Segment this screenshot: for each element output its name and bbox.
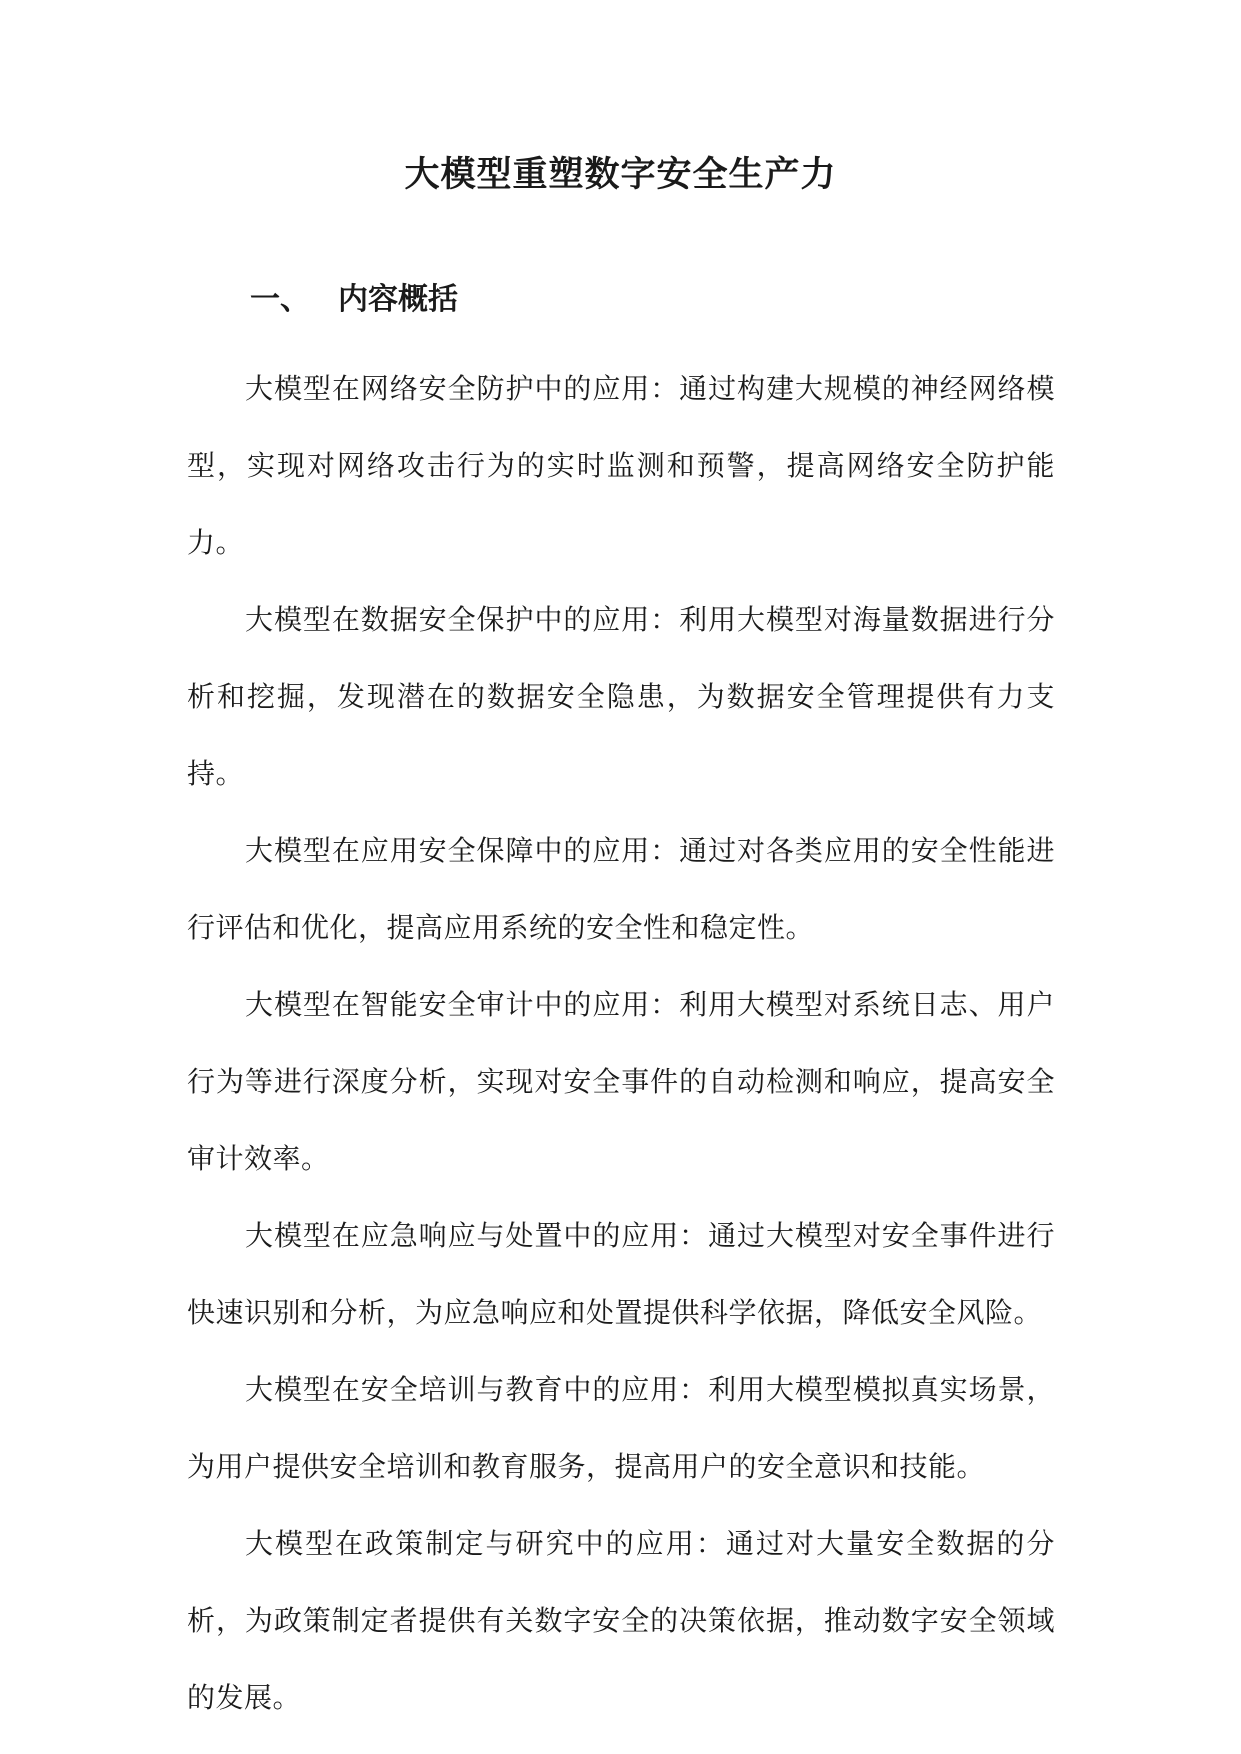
section-body bbox=[187, 350, 1055, 1736]
section-title: 内容概括 bbox=[338, 282, 458, 317]
paragraph-security-audit: 大模型在智能安全审计中的应用：利用大模型对系统日志、用户行为等进行深度分析，实现对安全事件的自动检测和响应，提高安全审计效率。 bbox=[187, 988, 1055, 1175]
paragraph-network-security: 大模型在网络安全防护中的应用：通过构建大规模的神经网络模型，实现对网络攻击行为的实时监测和预警，提高网络安全防护能力。 bbox=[187, 372, 1055, 559]
paragraph-security-training: 大模型在安全培训与教育中的应用：利用大模型模拟真实场景，为用户提供安全培训和教育服务，提高用户的安全意识和技能。 bbox=[187, 1373, 1055, 1483]
section-number: 一、 bbox=[250, 282, 310, 317]
paragraph-emergency-response: 大模型在应急响应与处置中的应用：通过大模型对安全事件进行快速识别和分析，为应急响应和处置提供科学依据，降低安全风险。 bbox=[187, 1219, 1055, 1329]
document-title: 大模型重塑数字安全生产力 bbox=[404, 154, 837, 195]
paragraph-policy-research: 大模型在政策制定与研究中的应用：通过对大量安全数据的分析，为政策制定者提供有关数字安全的决策依据，推动数字安全领域的发展。 bbox=[187, 1527, 1055, 1714]
paragraph-data-security: 大模型在数据安全保护中的应用：利用大模型对海量数据进行分析和挖掘，发现潜在的数据安全隐患，为数据安全管理提供有力支持。 bbox=[187, 603, 1055, 790]
section-heading bbox=[250, 278, 458, 322]
paragraph-application-security: 大模型在应用安全保障中的应用：通过对各类应用的安全性能进行评估和优化，提高应用系统的安全性和稳定性。 bbox=[187, 834, 1055, 944]
